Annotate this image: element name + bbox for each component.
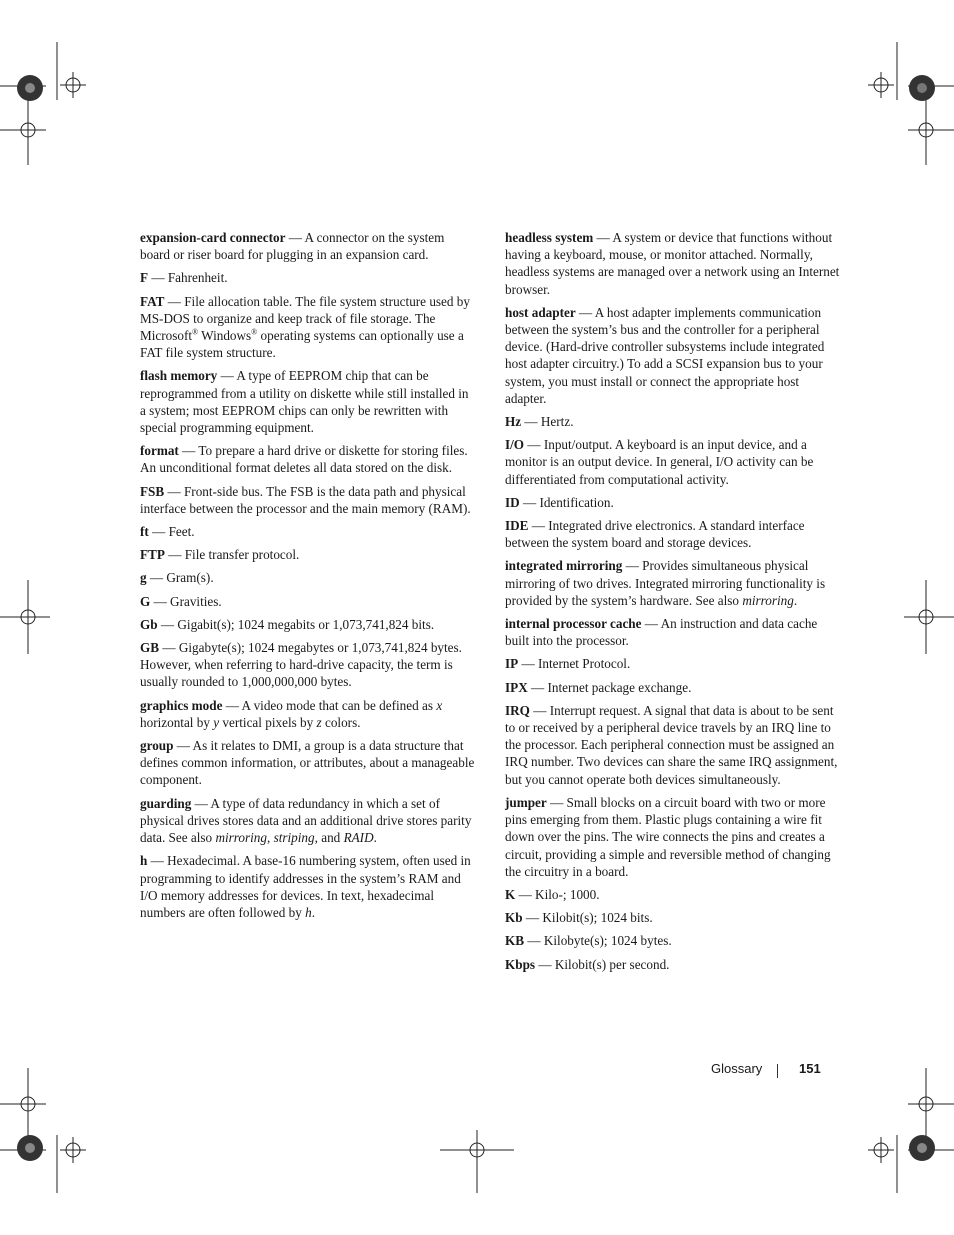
glossary-entry: KB — Kilobyte(s); 1024 bytes.	[505, 933, 672, 949]
glossary-term: host adapter	[505, 304, 576, 320]
glossary-term: Gb	[140, 616, 158, 632]
glossary-entry: Hz — Hertz.	[505, 414, 574, 430]
glossary-definition: A system or device that functions without having a keyboard, mouse, or monitor attached. Normally, headless systems are managed over a network using an Internet browser.	[505, 230, 840, 297]
glossary-entry: ID — Identification.	[505, 494, 614, 510]
glossary-entry: integrated mirroring — Provides simultaneous physical mirroring of two drives. Integrated mirroring functionality is provided by the system’s hardware. See also mirroring.	[505, 558, 826, 608]
glossary-term: jumper	[505, 794, 547, 810]
glossary-definition: Gravities.	[170, 593, 222, 609]
registered-mark: ®	[251, 327, 258, 337]
glossary-term: headless system	[505, 230, 594, 245]
glossary-definition: Provides simultaneous physical mirroring of two drives. Integrated mirroring functionality is provided by the system’s hardware. See also	[505, 558, 826, 608]
glossary-definition: Internet Protocol.	[537, 656, 631, 672]
glossary-entry: headless system — A system or device that functions without having a keyboard, mouse, or monitor attached. Normally, headless systems are managed over a network using an Internet browser.	[505, 230, 840, 297]
glossary-definition: Integrated drive electronics. A standard interface between the system board and storage devices.	[505, 518, 805, 551]
glossary-term: F	[140, 270, 149, 286]
glossary-term: Kb	[505, 910, 523, 926]
glossary-definition: A type of EEPROM chip that can be reprogrammed from a utility on diskette while still installed in a system; most EEPROM chips can only be rewritten with special programming equipment.	[140, 368, 469, 436]
glossary-entry: IPX — Internet package exchange.	[505, 679, 692, 695]
glossary-term: ID	[505, 494, 520, 510]
glossary-entry: K — Kilo-; 1000.	[505, 886, 600, 902]
glossary-term: guarding	[140, 795, 192, 811]
glossary-definition: A video mode that can be defined as	[241, 697, 437, 713]
italic-suffix: h	[305, 904, 312, 920]
glossary-definition: A type of data redundancy in which a set of physical drives stores data and an additional drive stores parity data. See also	[140, 795, 472, 846]
glossary-term: GB	[140, 640, 160, 656]
glossary-term: integrated mirroring	[505, 558, 623, 574]
glossary-term: ft	[140, 524, 149, 540]
glossary-entry: IP — Internet Protocol.	[505, 656, 631, 672]
glossary-entry: g — Gram(s).	[140, 570, 214, 586]
glossary-definition-part: Windows	[198, 328, 252, 344]
glossary-entry: Kbps — Kilobit(s) per second.	[505, 956, 670, 972]
glossary-term: graphics mode	[140, 697, 223, 713]
glossary-term: expansion-card connector	[140, 230, 286, 245]
glossary-definition: Internet package exchange.	[547, 679, 692, 695]
glossary-entry: FAT — File allocation table. The file system structure used by MS-DOS to organize and keep track of file storage. The Microsoft® Windows® operating systems can optionally use a FAT file system structure.	[140, 293, 470, 361]
glossary-term: G	[140, 593, 151, 609]
glossary-definition: An instruction and data cache built into the processor.	[505, 616, 818, 649]
see-also-reference: mirroring	[215, 830, 267, 846]
italic-variable: x	[436, 697, 443, 713]
glossary-term: KB	[505, 933, 525, 949]
glossary-definition: Kilo-; 1000.	[535, 886, 600, 902]
glossary-definition: Kilobit(s); 1024 bits.	[542, 910, 653, 926]
glossary-definition: Fahrenheit.	[167, 270, 228, 286]
glossary-entry: Kb — Kilobit(s); 1024 bits.	[505, 910, 653, 926]
glossary-definition: File transfer protocol.	[184, 547, 300, 563]
see-also-reference: striping	[273, 830, 315, 846]
glossary-definition: Interrupt request. A signal that data is about to be sent to or received by a peripheral device travels by an IRQ line to the processor. Each peripheral connection must be assigned an IRQ number. Two devices can share the same IRQ assignment, but you cannot operate both devices simultaneously.	[505, 702, 838, 787]
glossary-entry: graphics mode — A video mode that can be defined as x horizontal by y vertical pixels by z colors.	[140, 697, 443, 730]
glossary-term: Kbps	[505, 956, 536, 972]
glossary-term: internal processor cache	[505, 616, 642, 632]
glossary-term: I/O	[505, 437, 525, 453]
glossary-definition: Small blocks on a circuit board with two or more pins emerging from them. Plastic plugs containing a wire fit down over the pins. The wire connects the pins and creates a circuit, providing a simple and reversible method of changing the circuitry in a board.	[505, 794, 831, 879]
glossary-definition: A connector on the system board or riser board for plugging in an expansion card.	[140, 230, 445, 263]
glossary-term: FTP	[140, 547, 165, 563]
glossary-entry: IDE — Integrated drive electronics. A standard interface between the system board and storage devices.	[505, 518, 805, 551]
glossary-entry: host adapter — A host adapter implements communication between the system’s bus and the controller for a peripheral device. (Hard-drive controller subsystems include integrated host adapter circuitry.) To add a SCSI expansion bus to your system, you must install or connect the appropriate host adapter.	[505, 304, 825, 406]
glossary-definition: File allocation table. The file system structure used by MS-DOS to organize and keep track of file storage. The Microsoft	[140, 293, 470, 344]
glossary-definition: Gigabit(s); 1024 megabits or 1,073,741,824 bits.	[177, 616, 435, 632]
glossary-entry: format — To prepare a hard drive or diskette for storing files. An unconditional format deletes all data stored on the disk.	[140, 443, 468, 476]
glossary-definition: Input/output. A keyboard is an input device, and a monitor is an output device. In general, I/O activity can be differentiated from computational activity.	[505, 437, 814, 487]
glossary-definition: A host adapter implements communication between the system’s bus and the controller for a peripheral device. (Hard-drive controller subsystems include integrated host adapter circuitry.) To add a SCSI expansion bus to your system, you must install or connect the appropriate host adapter.	[505, 304, 825, 406]
glossary-term: IPX	[505, 679, 528, 695]
glossary-entry: F — Fahrenheit.	[140, 270, 228, 286]
glossary-definition: Feet.	[168, 524, 195, 540]
glossary-definition: Identification.	[539, 494, 614, 510]
see-also-reference: RAID	[343, 830, 374, 846]
see-also-reference: mirroring	[742, 592, 794, 608]
glossary-definition: Hexadecimal. A base-16 numbering system, often used in programming to identify addresses in the system’s RAM and I/O memory addresses for devices. In text, hexadecimal numbers are often followed by	[140, 853, 471, 920]
glossary-entry: IRQ — Interrupt request. A signal that data is about to be sent to or received by a peripheral device travels by an IRQ line to the processor. Each peripheral connection must be assigned an IRQ number. Two devices can share the same IRQ assignment, but you cannot operate both devices simultaneously.	[505, 702, 838, 787]
glossary-entry: ft — Feet.	[140, 524, 195, 540]
page-number: 151	[799, 1061, 821, 1076]
glossary-term: K	[505, 886, 516, 902]
glossary-entry: group — As it relates to DMI, a group is a data structure that defines common information, or attributes, about a manageable component.	[140, 738, 475, 788]
registered-mark: ®	[192, 327, 199, 337]
glossary-term: IDE	[505, 518, 529, 534]
italic-variable: z	[316, 714, 322, 730]
glossary-term: FSB	[140, 483, 165, 499]
italic-variable: y	[213, 714, 220, 730]
glossary-term: IP	[505, 656, 519, 672]
glossary-definition: Gram(s).	[166, 570, 214, 586]
glossary-term: FAT	[140, 293, 165, 309]
glossary-term: g	[140, 570, 147, 586]
glossary-entry: G — Gravities.	[140, 593, 222, 609]
glossary-definition: Hertz.	[540, 414, 574, 430]
glossary-entry: expansion-card connector — A connector on the system board or riser board for plugging in an expansion card.	[140, 230, 445, 263]
glossary-entry: flash memory — A type of EEPROM chip that can be reprogrammed from a utility on diskette while still installed in a system; most EEPROM chips can only be rewritten with special programming equipment.	[140, 368, 469, 436]
glossary-definition-tail: operating systems can optionally use a FAT file system structure.	[140, 328, 464, 361]
glossary-definition: As it relates to DMI, a group is a data structure that defines common information, or attributes, about a manageable component.	[140, 738, 475, 788]
glossary-entry: Gb — Gigabit(s); 1024 megabits or 1,073,741,824 bits.	[140, 616, 435, 632]
glossary-definition: Gigabyte(s); 1024 megabytes or 1,073,741,824 bytes. However, when referring to hard-drive capacity, the term is usually rounded to 1,000,000,000 bytes.	[140, 640, 462, 690]
glossary-term: h	[140, 853, 148, 869]
glossary-definition: To prepare a hard drive or diskette for storing files. An unconditional format deletes all data stored on the disk.	[140, 443, 468, 476]
glossary-entry: guarding — A type of data redundancy in which a set of physical drives stores data and an additional drive stores parity data. See also mirroring, striping, and RAID.	[140, 795, 472, 846]
glossary-definition: Kilobyte(s); 1024 bytes.	[543, 933, 672, 949]
glossary-term: group	[140, 738, 174, 754]
glossary-term: format	[140, 443, 179, 459]
glossary-entry: I/O — Input/output. A keyboard is an input device, and a monitor is an output device. In general, I/O activity can be differentiated from computational activity.	[505, 437, 814, 487]
footer-section-label: Glossary	[711, 1061, 763, 1076]
glossary-entry: jumper — Small blocks on a circuit board with two or more pins emerging from them. Plastic plugs containing a wire fit down over the pins. The wire connects the pins and creates a circuit, providing a simple and reversible method of changing the circuitry in a board.	[505, 794, 831, 879]
glossary-entry: FTP — File transfer protocol.	[140, 547, 300, 563]
glossary-definition: Kilobit(s) per second.	[554, 956, 670, 972]
glossary-entry: GB — Gigabyte(s); 1024 megabytes or 1,073,741,824 bytes. However, when referring to hard-drive capacity, the term is usually rounded to 1,000,000,000 bytes.	[140, 640, 462, 690]
glossary-term: IRQ	[505, 702, 530, 718]
glossary-definition: Front-side bus. The FSB is the data path and physical interface between the processor and the main memory (RAM).	[140, 483, 471, 516]
glossary-entry: FSB — Front-side bus. The FSB is the data path and physical interface between the processor and the main memory (RAM).	[140, 483, 471, 516]
glossary-term: flash memory	[140, 368, 218, 384]
glossary-term: Hz	[505, 414, 522, 430]
glossary-entry: internal processor cache — An instruction and data cache built into the processor.	[505, 616, 818, 649]
glossary-entry: h — Hexadecimal. A base-16 numbering system, often used in programming to identify addresses in the system’s RAM and I/O memory addresses for devices. In text, hexadecimal numbers are often followed by h.	[140, 853, 471, 920]
